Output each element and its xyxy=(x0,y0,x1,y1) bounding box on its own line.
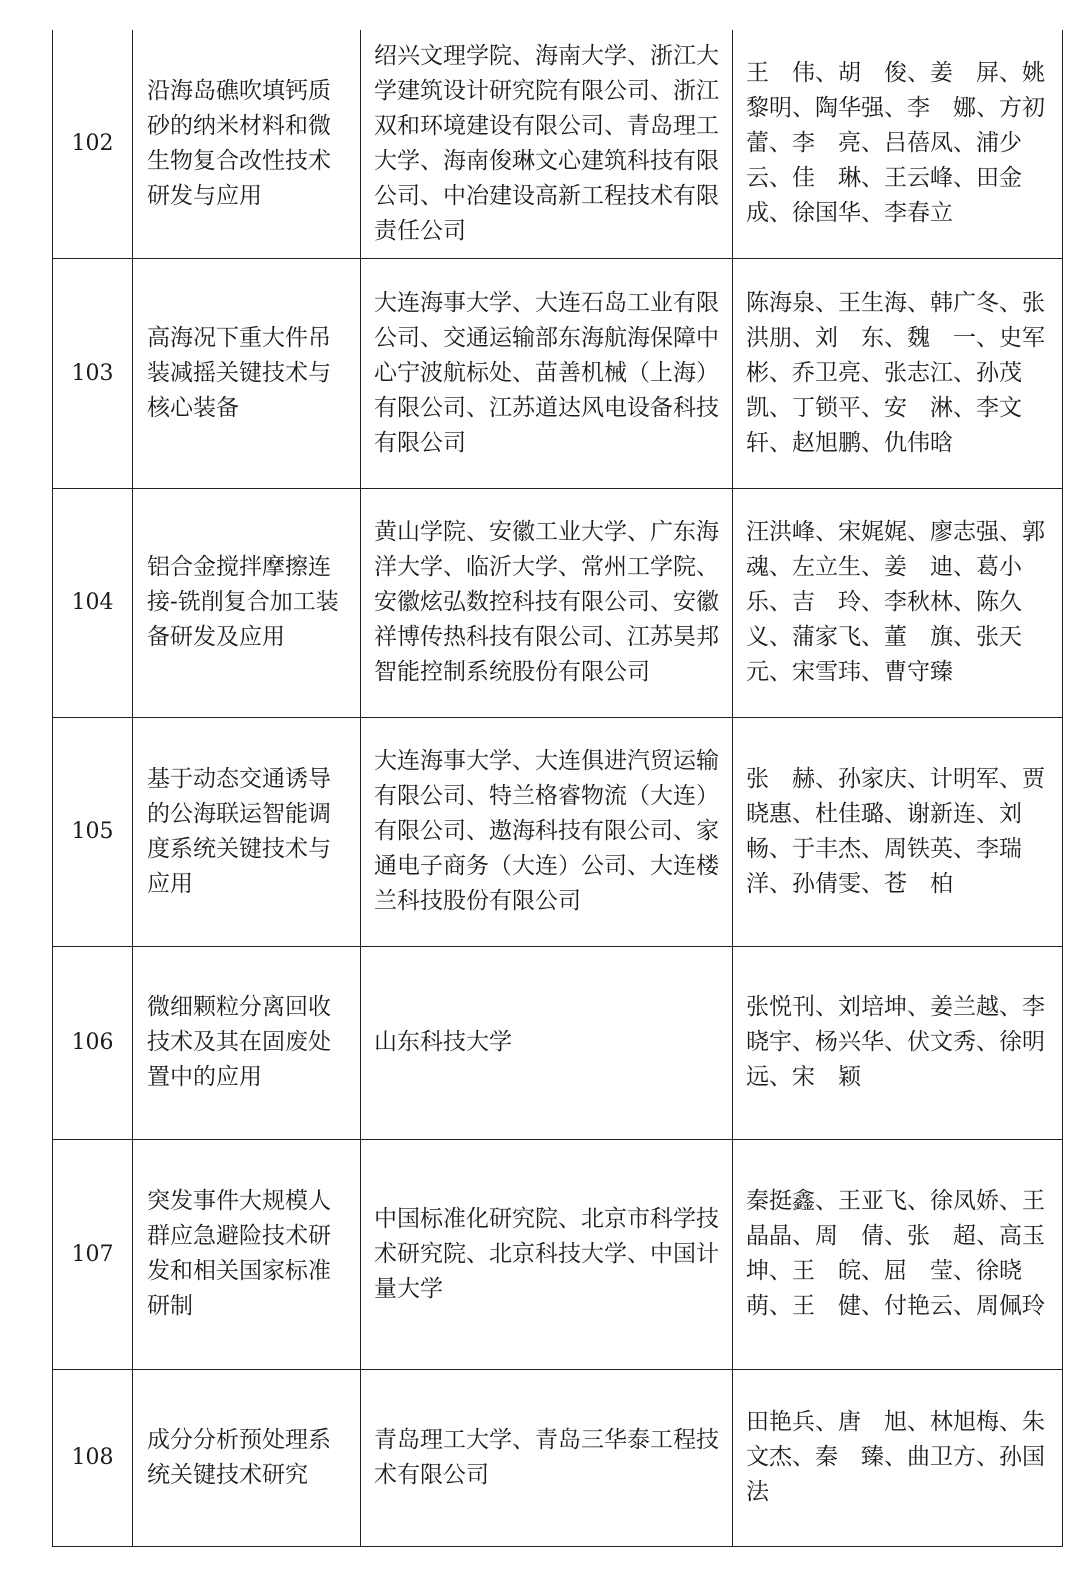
completing-people xyxy=(733,717,1063,946)
completing-units-text: 青岛理工大学、青岛三华泰工程技术有限公司 xyxy=(374,1426,719,1488)
table-row xyxy=(53,30,1063,258)
row-number: 102 xyxy=(53,30,133,258)
completing-units-text: 山东科技大学 xyxy=(374,1029,512,1055)
completing-units xyxy=(361,1139,733,1369)
row-number: 106 xyxy=(53,946,133,1139)
completing-people xyxy=(733,30,1063,258)
table-row xyxy=(53,1139,1063,1369)
row-number: 103 xyxy=(53,258,133,488)
project-name-text: 微细颗粒分离回收技术及其在固废处置中的应用 xyxy=(147,994,331,1090)
project-name xyxy=(133,488,361,717)
table-row xyxy=(53,488,1063,717)
project-name xyxy=(133,717,361,946)
project-name xyxy=(133,30,361,258)
completing-people-text: 张悦刊、刘培坤、姜兰越、李晓宇、杨兴华、伏文秀、徐明远、宋 颖 xyxy=(746,994,1045,1090)
row-number: 107 xyxy=(53,1139,133,1369)
completing-units xyxy=(361,1369,733,1546)
completing-units-text: 中国标准化研究院、北京市科学技术研究院、北京科技大学、中国计量大学 xyxy=(374,1205,719,1302)
completing-units xyxy=(361,946,733,1139)
completing-people-text: 王 伟、胡 俊、姜 屏、姚黎明、陶华强、李 娜、方初蕾、李 亮、吕蓓凤、浦少云、佳 琳、王云峰、田金成、徐国华、李春立 xyxy=(746,60,1045,227)
completing-people xyxy=(733,946,1063,1139)
completing-people-text: 秦挺鑫、王亚飞、徐凤娇、王晶晶、周 倩、张 超、高玉坤、王 皖、屈 莹、徐晓萌、王 健、付艳云、周佩玲 xyxy=(746,1188,1045,1319)
project-name xyxy=(133,258,361,488)
project-name xyxy=(133,946,361,1139)
project-name-text: 沿海岛礁吹填钙质砂的纳米材料和微生物复合改性技术研发与应用 xyxy=(147,77,331,209)
row-number: 105 xyxy=(53,717,133,946)
completing-people-text: 汪洪峰、宋娓娓、廖志强、郭 魂、左立生、姜 迪、葛小乐、吉 玲、李秋林、陈久义、蒲家飞、董 旗、张天元、宋雪玮、曹守臻 xyxy=(746,519,1068,685)
awards-table xyxy=(52,30,1068,1547)
completing-units xyxy=(361,488,733,717)
row-number: 108 xyxy=(53,1369,133,1546)
project-name xyxy=(133,1139,361,1369)
completing-units-text: 大连海事大学、大连俱进汽贸运输有限公司、特兰格睿物流（大连）有限公司、遨海科技有限公司、家通电子商务（大连）公司、大连楼兰科技股份有限公司 xyxy=(374,748,719,914)
completing-people-text: 田艳兵、唐 旭、林旭梅、朱文杰、秦 臻、曲卫方、孙国法 xyxy=(746,1409,1045,1505)
completing-people-text: 陈海泉、王生海、韩广冬、张洪朋、刘 东、魏 一、史军彬、乔卫亮、张志江、孙茂凯、丁锁平、安 淋、李文轩、赵旭鹏、仇伟晗 xyxy=(746,289,1045,456)
completing-units-text: 绍兴文理学院、海南大学、浙江大学建筑设计研究院有限公司、浙江双和环境建设有限公司、青岛理工大学、海南俊琳文心建筑科技有限公司、中冶建设高新工程技术有限责任公司 xyxy=(374,42,719,244)
completing-units xyxy=(361,258,733,488)
completing-units xyxy=(361,717,733,946)
table-row xyxy=(53,717,1063,946)
project-name-text: 铝合金搅拌摩擦连接-铣削复合加工装备研发及应用 xyxy=(147,554,339,650)
row-number: 104 xyxy=(53,488,133,717)
completing-people-text: 张 赫、孙家庆、计明军、贾晓惠、杜佳璐、谢新连、刘 畅、于丰杰、周铁英、李瑞洋、孙倩雯、苍 柏 xyxy=(746,765,1045,897)
completing-units xyxy=(361,30,733,258)
completing-units-text: 黄山学院、安徽工业大学、广东海洋大学、临沂大学、常州工学院、安徽炫弘数控科技有限公司、安徽祥博传热科技有限公司、江苏昊邦智能控制系统股份有限公司 xyxy=(374,519,719,685)
project-name-text: 高海况下重大件吊装减摇关键技术与核心装备 xyxy=(147,324,331,421)
project-name-text: 基于动态交通诱导的公海联运智能调度系统关键技术与应用 xyxy=(147,765,331,897)
completing-people xyxy=(733,488,1068,717)
completing-people xyxy=(733,258,1063,488)
table-row xyxy=(53,1369,1063,1546)
project-name xyxy=(133,1369,361,1546)
project-name-text: 突发事件大规模人群应急避险技术研发和相关国家标准研制 xyxy=(147,1188,331,1319)
completing-units-text: 大连海事大学、大连石岛工业有限公司、交通运输部东海航海保障中心宁波航标处、苗善机械（上海）有限公司、江苏道达风电设备科技有限公司 xyxy=(374,289,719,456)
table-row xyxy=(53,258,1063,488)
project-name-text: 成分分析预处理系统关键技术研究 xyxy=(147,1426,331,1488)
completing-people xyxy=(733,1139,1063,1369)
completing-people xyxy=(733,1369,1063,1546)
table-row xyxy=(53,946,1063,1139)
